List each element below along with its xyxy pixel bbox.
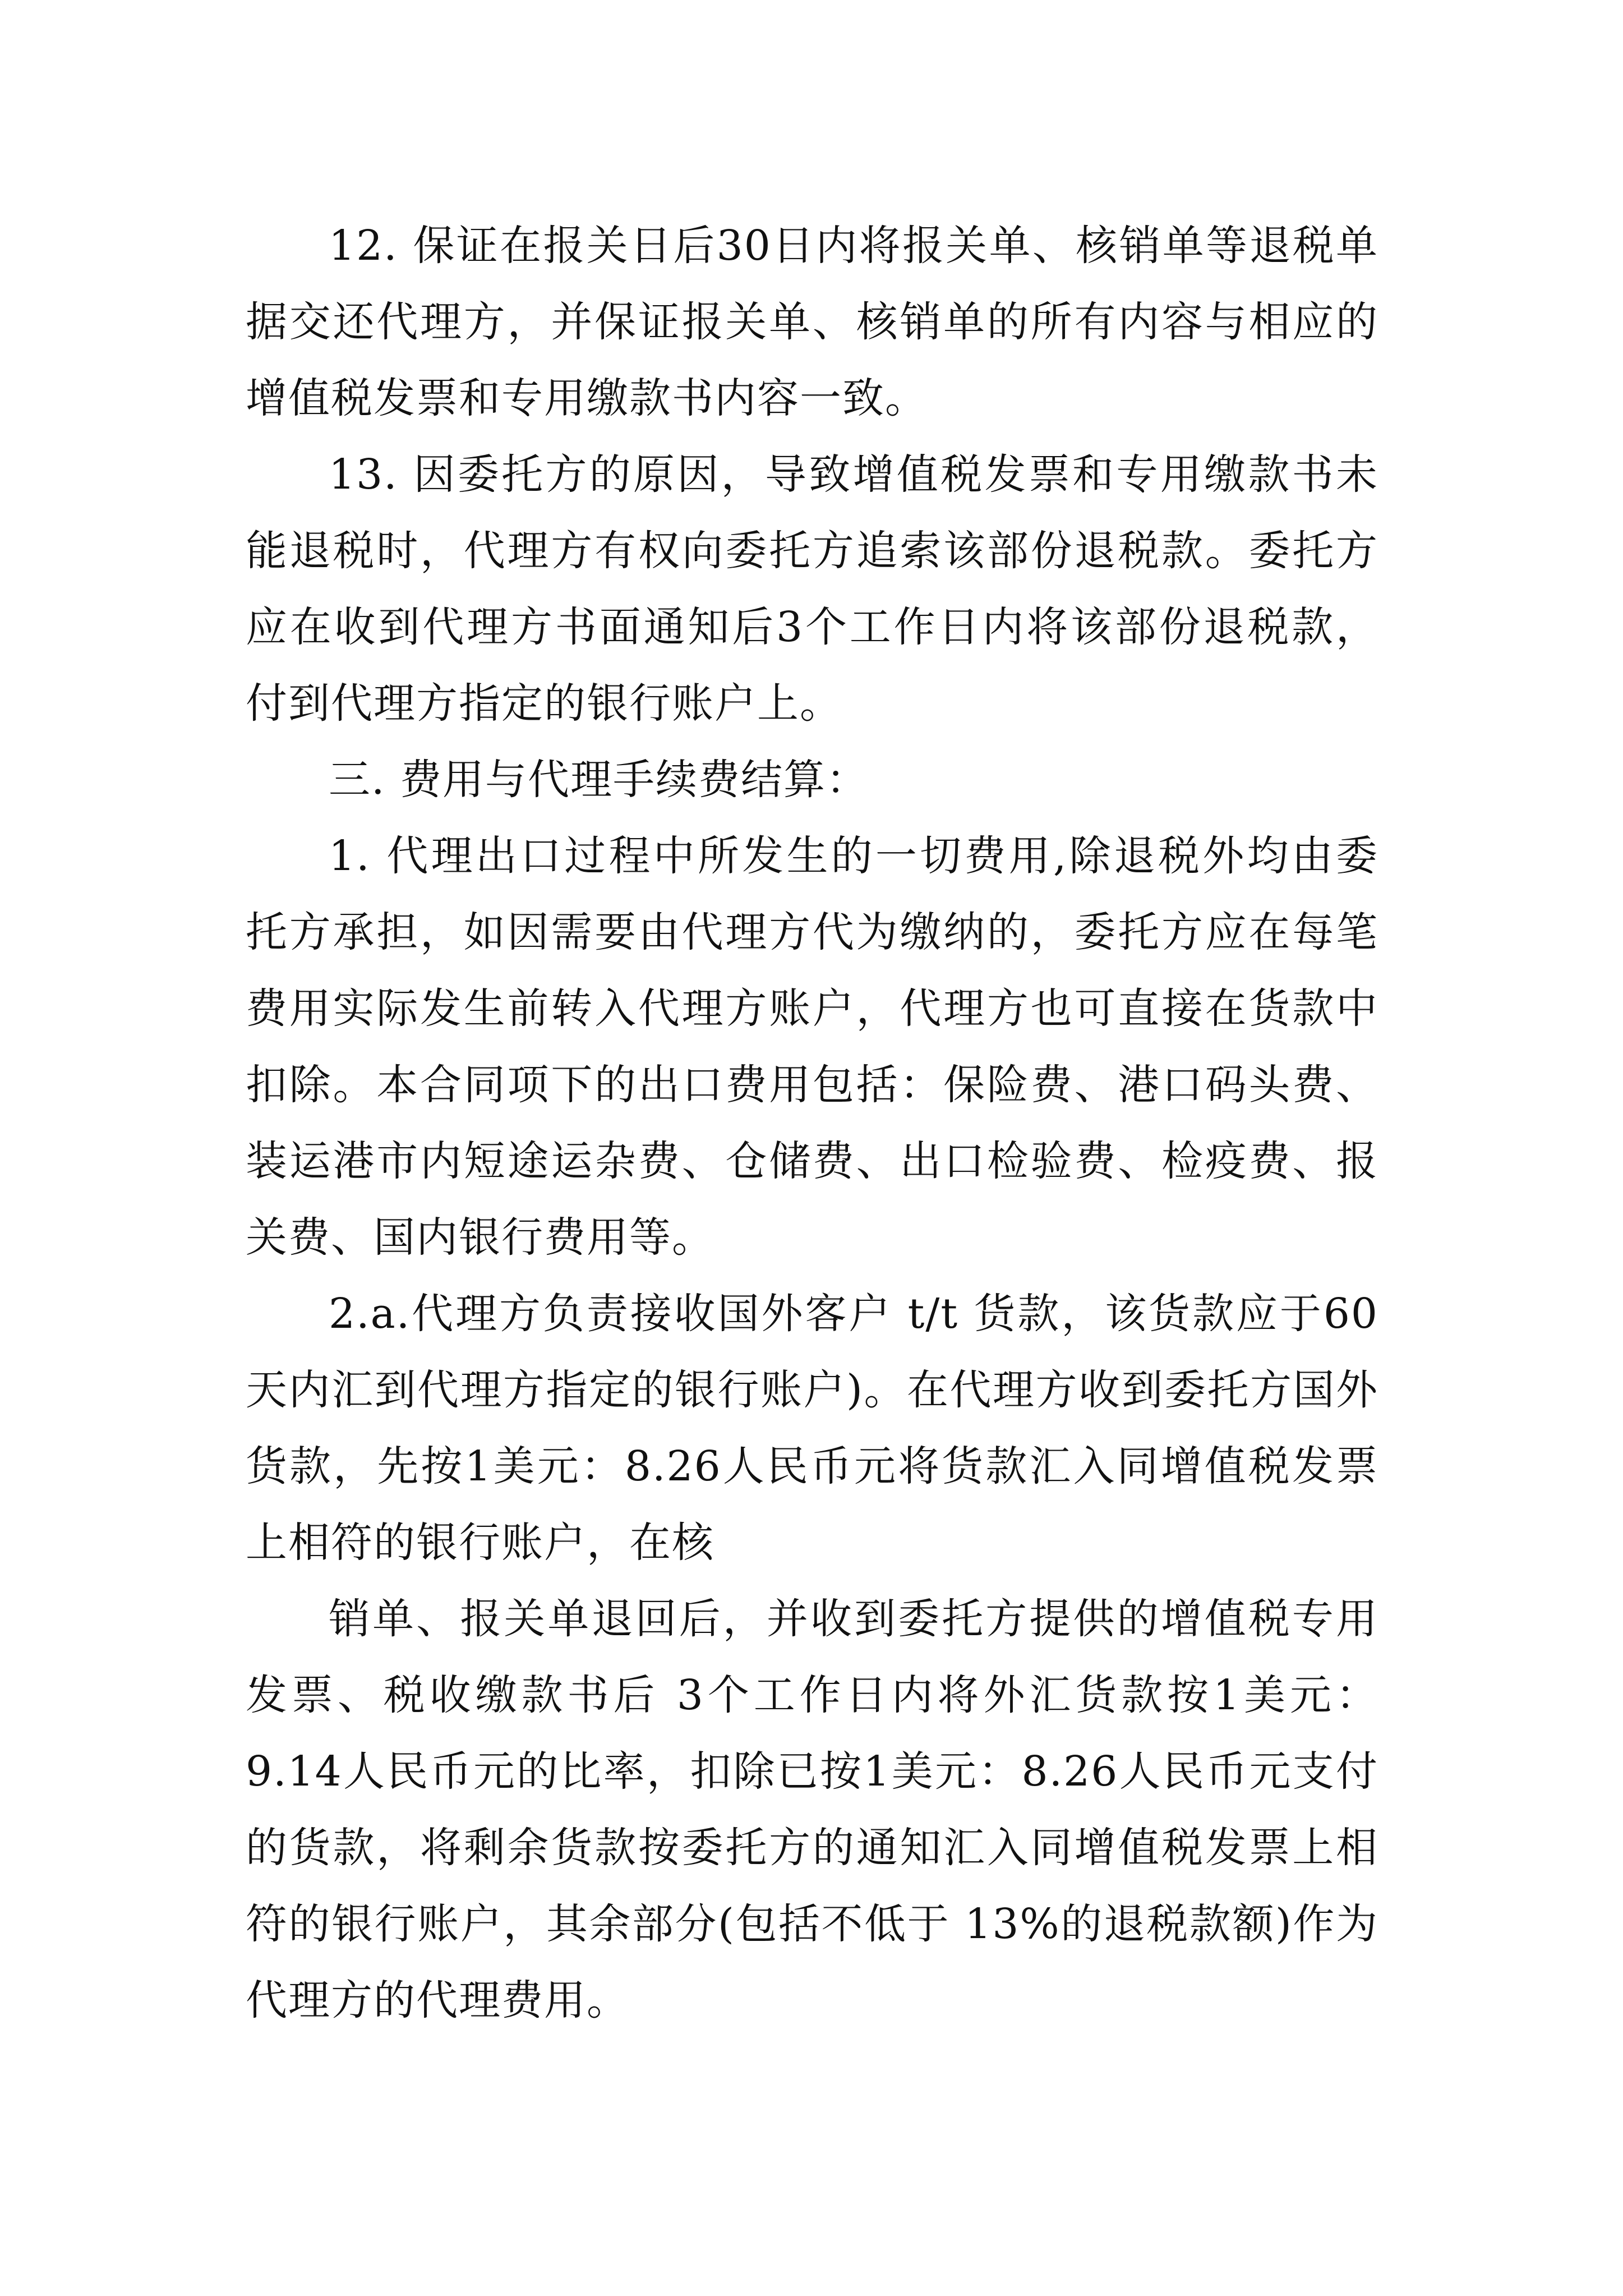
- clause-1-paragraph: 1. 代理出口过程中所发生的一切费用,除退税外均由委托方承担，如因需要由代理方代为缴纳的，委托方应在每笔费用实际发生前转入代理方账户，代理方也可直接在货款中扣除。本合同项下的出口费用包括：保险费、港口码头费、装运港市内短途运杂费、仓储费、出口检验费、检疫费、报关费、国内银行费用等。: [246, 832, 1378, 1262]
- clause-2a-paragraph: 2.a.代理方负责接收国外客户 t/t 货款，该货款应于60天内汇到代理方指定的银行账户)。在代理方收到委托方国外货款，先按1美元：8.26人民币元将货款汇入同增值税发票上相符的银行账户，在核: [246, 1290, 1378, 1567]
- section-three-heading: 三. 费用与代理手续费结算：: [329, 756, 869, 804]
- document-body: [246, 208, 1378, 2039]
- clause-12-paragraph: 12. 保证在报关日后30日内将报关单、核销单等退税单据交还代理方，并保证报关单、核销单的所有内容与相应的增值税发票和专用缴款书内容一致。: [246, 222, 1378, 422]
- clause-13-paragraph: 13. 因委托方的原因，导致增值税发票和专用缴款书未能退税时，代理方有权向委托方追索该部份退税款。委托方应在收到代理方书面通知后3个工作日内将该部份退税款，付到代理方指定的银行账户上。: [246, 450, 1378, 728]
- clause-2a-continuation-paragraph: 销单、报关单退回后，并收到委托方提供的增值税专用发票、税收缴款书后 3个工作日内将外汇货款按1美元：9.14人民币元的比率，扣除已按1美元：8.26人民币元支付的货款，将剩余货款按委托方的通知汇入同增值税发票上相符的银行账户，其余部分(包括不低于 13%的退税款额)作为代理方的代理费用。: [246, 1595, 1378, 2024]
